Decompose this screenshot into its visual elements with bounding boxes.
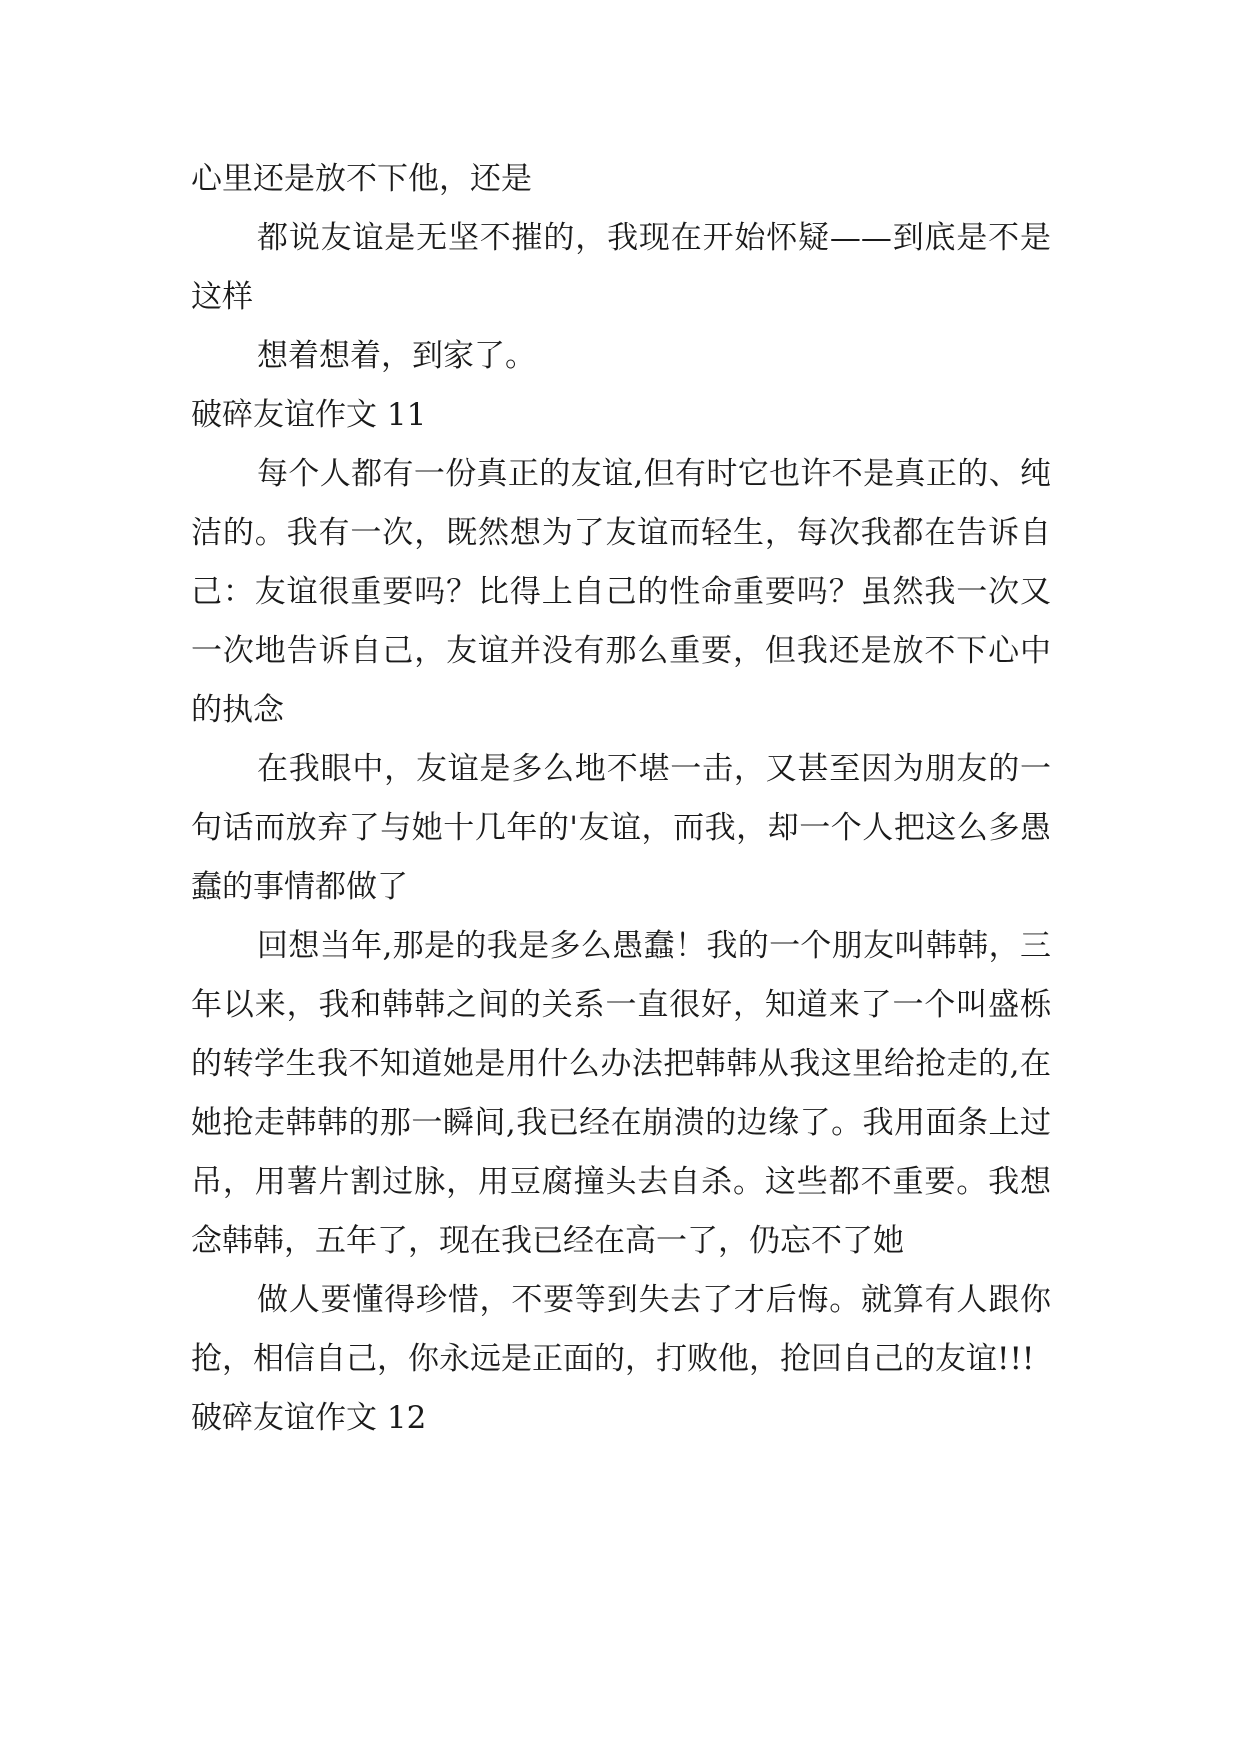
document-page bbox=[191, 150, 1051, 1448]
paragraph: 每个人都有一份真正的友谊,但有时它也许不是真正的、纯洁的。我有一次，既然想为了友谊而轻生，每次我都在告诉自己：友谊很重要吗？比得上自己的性命重要吗？虽然我一次又一次地告诉自己，友谊并没有那么重要，但我还是放不下心中的执念 bbox=[191, 456, 1051, 728]
section-heading: 破碎友谊作文 11 bbox=[191, 397, 427, 433]
paragraph: 做人要懂得珍惜，不要等到失去了才后悔。就算有人跟你抢，相信自己，你永远是正面的，打败他，抢回自己的友谊!!! bbox=[191, 1282, 1051, 1377]
paragraph: 心里还是放不下他，还是 bbox=[191, 161, 532, 197]
paragraph: 想着想着，到家了。 bbox=[257, 338, 536, 374]
section-heading: 破碎友谊作文 12 bbox=[191, 1400, 427, 1436]
paragraph: 都说友谊是无坚不摧的，我现在开始怀疑——到底是不是这样 bbox=[191, 220, 1051, 315]
paragraph: 在我眼中，友谊是多么地不堪一击，又甚至因为朋友的一句话而放弃了与她十几年的'友谊，而我，却一个人把这么多愚蠢的事情都做了 bbox=[191, 751, 1051, 905]
paragraph: 回想当年,那是的我是多么愚蠢！我的一个朋友叫韩韩，三年以来，我和韩韩之间的关系一直很好，知道来了一个叫盛栎的转学生我不知道她是用什么办法把韩韩从我这里给抢走的,在她抢走韩韩的那一瞬间,我已经在崩溃的边缘了。我用面条上过吊，用薯片割过脉，用豆腐撞头去自杀。这些都不重要。我想念韩韩，五年了，现在我已经在高一了，仍忘不了她 bbox=[191, 928, 1051, 1259]
